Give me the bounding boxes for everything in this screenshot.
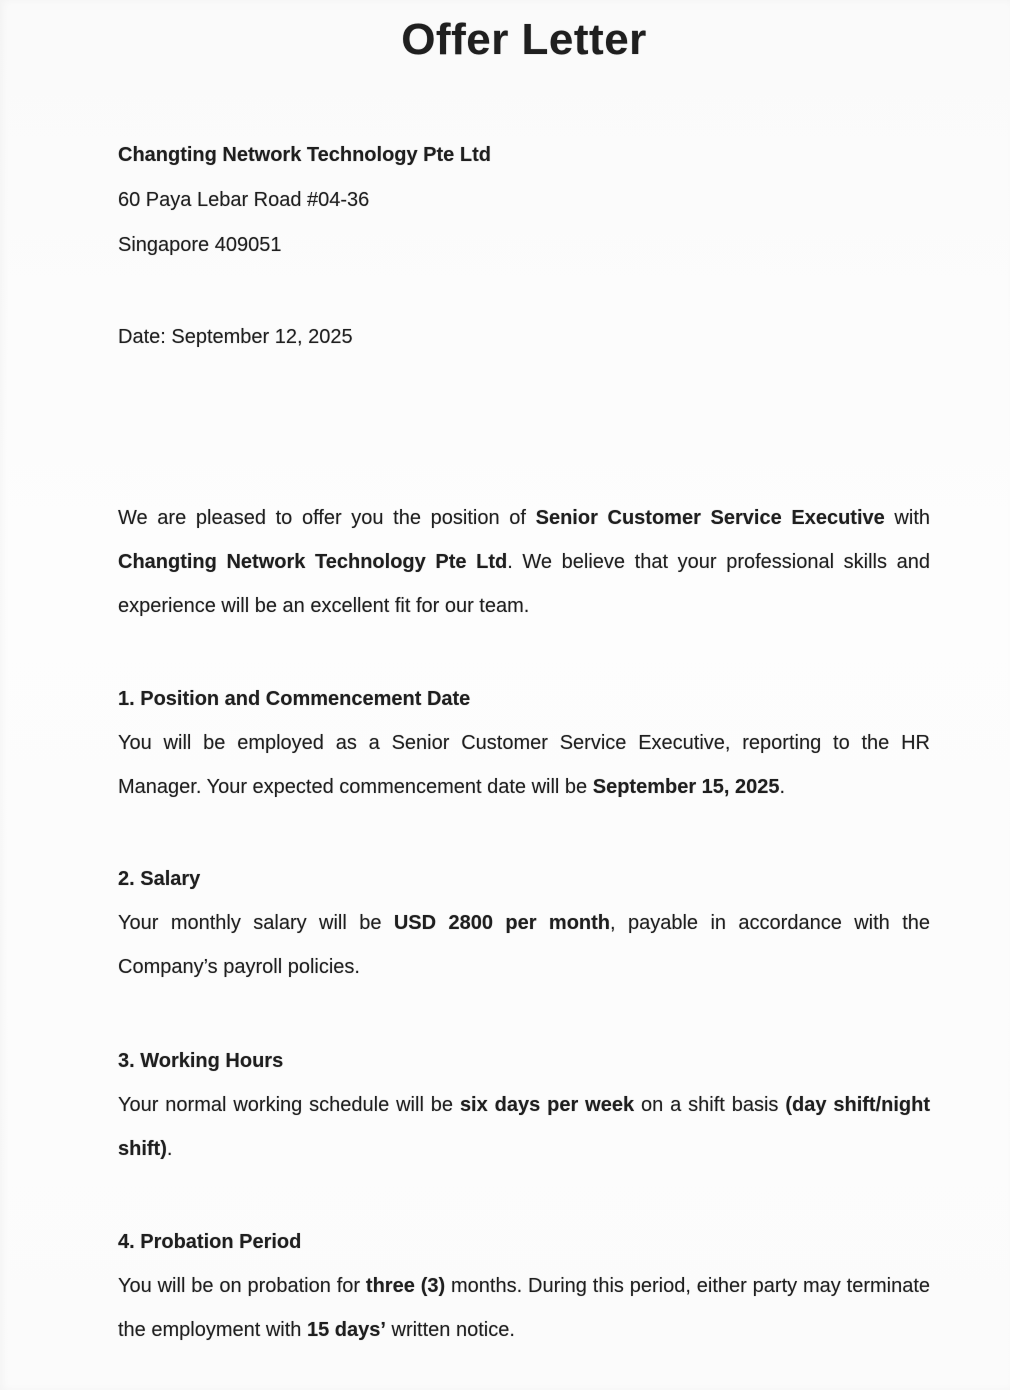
section-salary	[118, 857, 930, 989]
company-name: Changting Network Technology Pte Ltd	[118, 144, 491, 166]
date-line: Date: September 12, 2025	[118, 326, 353, 348]
intro-paragraph: We are pleased to offer you the position of Senior Customer Service Executive with Changting Network Technology Pte Ltd. We believe that your professional skills and experience will be an excellent fit for our team.	[118, 507, 930, 617]
document-title: Offer Letter	[401, 15, 647, 64]
section-2-body: Your monthly salary will be USD 2800 per month, payable in accordance with the Company’s payroll policies.	[118, 912, 931, 978]
section-1-heading: 1. Position and Commencement Date	[118, 688, 471, 710]
section-3-heading: 3. Working Hours	[118, 1050, 284, 1072]
section-probation-period	[118, 1220, 930, 1352]
section-position-and-commencement-date	[118, 677, 930, 809]
section-4-body: You will be on probation for three (3) months. During this period, either party may terminate the employment with 15 days’ written notice.	[118, 1275, 931, 1341]
section-3-body: Your normal working schedule will be six days per week on a shift basis (day shift/night shift).	[118, 1094, 930, 1160]
section-4-heading: 4. Probation Period	[118, 1231, 302, 1253]
section-working-hours	[118, 1039, 930, 1171]
company-address-line-2: Singapore 409051	[118, 234, 282, 256]
company-address-block	[118, 133, 930, 268]
section-2-heading: 2. Salary	[118, 868, 201, 890]
section-1-body: You will be employed as a Senior Customer Service Executive, reporting to the HR Manager. Your expected commencement date will be September 15, 2025.	[118, 732, 930, 798]
company-address-line-1: 60 Paya Lebar Road #04-36	[118, 189, 370, 211]
